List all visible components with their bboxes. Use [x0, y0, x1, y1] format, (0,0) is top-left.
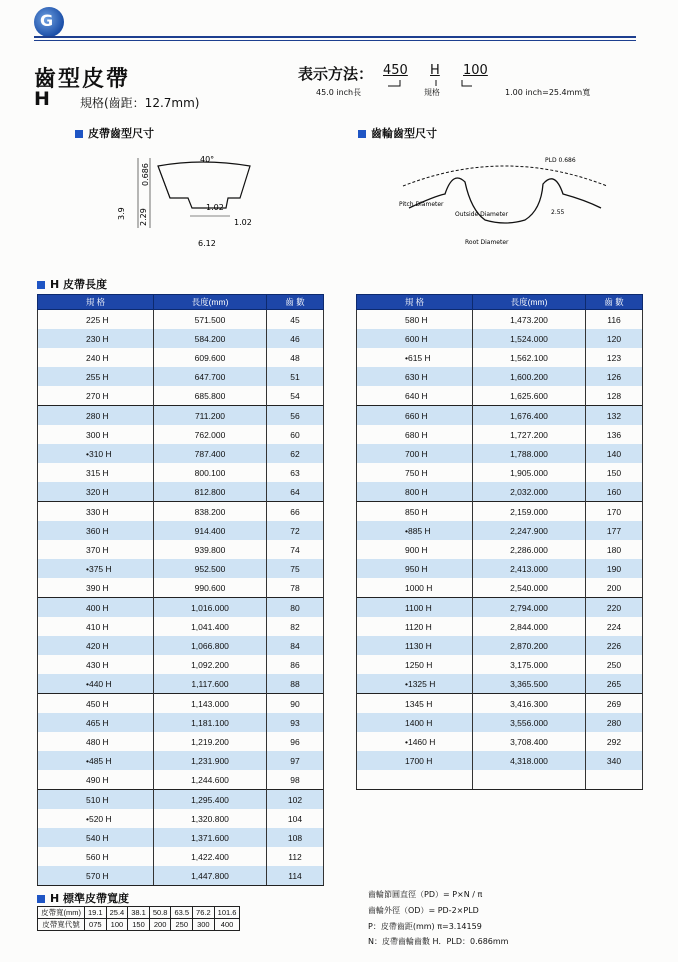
cell-length: 1,066.800 [154, 636, 267, 655]
cell-teeth: 160 [586, 482, 643, 502]
notation-arrows [360, 78, 510, 93]
cell-length: 1,320.800 [154, 809, 267, 828]
table-row [38, 482, 324, 502]
bullet-square-icon [358, 130, 366, 138]
cell-teeth: 250 [586, 655, 643, 674]
table-row [357, 694, 643, 714]
cell-teeth: 60 [267, 425, 324, 444]
cell-spec: 1000 H [357, 578, 473, 598]
cell-length: 2,794.000 [473, 598, 586, 618]
cell-length: 990.600 [154, 578, 267, 598]
cell-teeth: 93 [267, 713, 324, 732]
header-rule-thin [34, 40, 636, 41]
col-teeth: 齒 數 [586, 295, 643, 310]
table-row [38, 617, 324, 636]
header-rule [34, 36, 636, 38]
cell-spec: 360 H [38, 521, 154, 540]
spec-label: 規格(齒距：12.7mm) [80, 96, 200, 110]
table-row [38, 636, 324, 655]
table-row [357, 636, 643, 655]
table-row [357, 425, 643, 444]
cell-spec: •310 H [38, 444, 154, 463]
cell-length: 1,143.000 [154, 694, 267, 714]
bullet-square-icon [37, 281, 45, 289]
cell-length: 2,032.000 [473, 482, 586, 502]
cell-spec: •1325 H [357, 674, 473, 694]
table-row [357, 598, 643, 618]
cell-spec: 225 H [38, 310, 154, 330]
cell-teeth: 280 [586, 713, 643, 732]
cell-length: 3,416.300 [473, 694, 586, 714]
cell-teeth: 102 [267, 790, 324, 810]
cell-spec: 280 H [38, 406, 154, 426]
table-row [357, 444, 643, 463]
table-row [357, 348, 643, 367]
cell-teeth: 136 [586, 425, 643, 444]
table-row [38, 809, 324, 828]
pitch-diameter-label: Pitch Diameter [399, 201, 444, 208]
cell-teeth: 269 [586, 694, 643, 714]
cell-length: 2,286.000 [473, 540, 586, 559]
cell-teeth: 48 [267, 348, 324, 367]
cell-length: 4,318.000 [473, 751, 586, 770]
cell-length: 838.200 [154, 502, 267, 522]
dim-39: 3.9 [117, 207, 126, 220]
cell-spec: •520 H [38, 809, 154, 828]
cell-spec: 1700 H [357, 751, 473, 770]
cell-length: 952.500 [154, 559, 267, 578]
cell-length: 2,247.900 [473, 521, 586, 540]
cell-spec: 420 H [38, 636, 154, 655]
width-row-code [38, 919, 240, 931]
cell-teeth: 98 [267, 770, 324, 790]
cell-length: 1,788.000 [473, 444, 586, 463]
cell-length [473, 770, 586, 790]
table-row [357, 559, 643, 578]
cell-teeth [586, 770, 643, 790]
notation-length-note: 45.0 inch長 [316, 88, 362, 97]
formula-n: N：皮帶齒輪齒數 H．PLD：0.686mm [368, 937, 509, 946]
table-row [38, 502, 324, 522]
width-cell: 100 [106, 919, 128, 931]
width-cell: 300 [193, 919, 215, 931]
cell-spec: 255 H [38, 367, 154, 386]
belt-length-table-right [356, 294, 643, 790]
table-row [357, 406, 643, 426]
cell-length: 571.500 [154, 310, 267, 330]
cell-teeth: 108 [267, 828, 324, 847]
table-row [38, 694, 324, 714]
width-cell: 150 [128, 919, 150, 931]
table-row [38, 732, 324, 751]
cell-length: 1,181.100 [154, 713, 267, 732]
cell-teeth: 224 [586, 617, 643, 636]
pulley-profile-diagram [395, 150, 615, 250]
cell-teeth: 96 [267, 732, 324, 751]
cell-teeth: 64 [267, 482, 324, 502]
table-row [357, 329, 643, 348]
cell-spec: 240 H [38, 348, 154, 367]
belt-length-table-left [37, 294, 324, 886]
width-cell: 400 [214, 919, 240, 931]
cell-length: 584.200 [154, 329, 267, 348]
cell-teeth: 51 [267, 367, 324, 386]
cell-length: 939.800 [154, 540, 267, 559]
cell-length: 2,413.000 [473, 559, 586, 578]
cell-length: 1,524.000 [473, 329, 586, 348]
cell-length: 1,600.200 [473, 367, 586, 386]
cell-teeth: 170 [586, 502, 643, 522]
table-row [38, 386, 324, 406]
cell-length: 800.100 [154, 463, 267, 482]
width-cell: 19.1 [85, 907, 107, 919]
cell-teeth: 180 [586, 540, 643, 559]
cell-teeth: 265 [586, 674, 643, 694]
table-row [357, 617, 643, 636]
cell-spec: 900 H [357, 540, 473, 559]
cell-spec: •485 H [38, 751, 154, 770]
cell-length: 787.400 [154, 444, 267, 463]
cell-teeth: 112 [267, 847, 324, 866]
cell-length: 1,041.400 [154, 617, 267, 636]
cell-spec: 630 H [357, 367, 473, 386]
table-row [38, 559, 324, 578]
cell-length: 3,175.000 [473, 655, 586, 674]
formula-od: 齒輪外徑（OD）= PD-2×PLD [368, 906, 479, 915]
cell-length: 1,016.000 [154, 598, 267, 618]
cell-spec: 430 H [38, 655, 154, 674]
cell-teeth: 132 [586, 406, 643, 426]
cell-spec: 330 H [38, 502, 154, 522]
table-row [357, 674, 643, 694]
table-row [357, 386, 643, 406]
cell-length: 1,231.900 [154, 751, 267, 770]
series-label: H [34, 88, 50, 110]
width-cell: 50.8 [149, 907, 171, 919]
col-spec: 規 格 [357, 295, 473, 310]
cell-teeth: 56 [267, 406, 324, 426]
cell-teeth: 45 [267, 310, 324, 330]
cell-length: 3,556.000 [473, 713, 586, 732]
cell-spec: 480 H [38, 732, 154, 751]
cell-length: 1,727.200 [473, 425, 586, 444]
width-cell: 38.1 [128, 907, 150, 919]
table-row [38, 310, 324, 330]
cell-teeth: 150 [586, 463, 643, 482]
table-row [38, 578, 324, 598]
cell-spec: 950 H [357, 559, 473, 578]
cell-teeth: 46 [267, 329, 324, 348]
table-row [38, 348, 324, 367]
dim-tooth-1: 1.02 [206, 203, 224, 212]
table-row [38, 655, 324, 674]
pld-label: PLD 0.686 [545, 157, 576, 164]
dim-0686: 0.686 [141, 163, 150, 186]
col-teeth: 齒 數 [267, 295, 324, 310]
cell-teeth: 190 [586, 559, 643, 578]
table-row [38, 521, 324, 540]
cell-length: 2,844.000 [473, 617, 586, 636]
cell-teeth: 75 [267, 559, 324, 578]
cell-length: 647.700 [154, 367, 267, 386]
cell-length: 1,562.100 [473, 348, 586, 367]
cell-teeth: 226 [586, 636, 643, 655]
company-logo: G [34, 7, 64, 37]
cell-spec: 315 H [38, 463, 154, 482]
table-row [38, 463, 324, 482]
cell-teeth: 80 [267, 598, 324, 618]
cell-spec: 700 H [357, 444, 473, 463]
table-row [38, 674, 324, 694]
cell-spec: 680 H [357, 425, 473, 444]
cell-teeth: 86 [267, 655, 324, 674]
belt-profile-diagram [110, 148, 280, 258]
cell-spec: •885 H [357, 521, 473, 540]
table-row [357, 482, 643, 502]
dim-angle: 40° [200, 155, 215, 164]
table-row [38, 329, 324, 348]
cell-teeth: 116 [586, 310, 643, 330]
cell-teeth: 72 [267, 521, 324, 540]
cell-spec: 390 H [38, 578, 154, 598]
cell-length: 2,870.200 [473, 636, 586, 655]
cell-length: 1,371.600 [154, 828, 267, 847]
width-cell: 63.5 [171, 907, 193, 919]
cell-spec: 540 H [38, 828, 154, 847]
width-cell: 76.2 [193, 907, 215, 919]
notation-type: H [430, 63, 440, 78]
root-diameter-label: Root Diameter [465, 239, 509, 246]
width-cell: 250 [171, 919, 193, 931]
table-row [357, 578, 643, 598]
cell-spec: 230 H [38, 329, 154, 348]
belt-profile-heading: 皮帶齒型尺寸 [75, 125, 154, 141]
cell-length: 812.800 [154, 482, 267, 502]
cell-spec: 850 H [357, 502, 473, 522]
cell-spec: 800 H [357, 482, 473, 502]
col-spec: 規 格 [38, 295, 154, 310]
table-row [357, 751, 643, 770]
table-row [38, 540, 324, 559]
std-width-heading: H 標準皮帶寬度 [37, 890, 129, 906]
table-row [357, 463, 643, 482]
cell-teeth: 114 [267, 866, 324, 886]
table-row [38, 406, 324, 426]
cell-teeth: 78 [267, 578, 324, 598]
bullet-square-icon [37, 895, 45, 903]
notation-width-note: 1.00 inch=25.4mm寬 [505, 88, 591, 97]
width-cell: 200 [149, 919, 171, 931]
cell-spec: •375 H [38, 559, 154, 578]
cell-teeth: 104 [267, 809, 324, 828]
cell-spec: 600 H [357, 329, 473, 348]
cell-length: 711.200 [154, 406, 267, 426]
cell-spec: 300 H [38, 425, 154, 444]
cell-length: 2,540.000 [473, 578, 586, 598]
table-row [357, 367, 643, 386]
table-row [38, 828, 324, 847]
dim-tooth-2: 1.02 [234, 218, 252, 227]
width-row-label: 皮帶寬(mm) [38, 907, 85, 919]
table-row [357, 521, 643, 540]
cell-spec: 1100 H [357, 598, 473, 618]
cell-length: 1,422.400 [154, 847, 267, 866]
notation-width: 100 [463, 63, 488, 78]
table-row [357, 540, 643, 559]
cell-spec: •440 H [38, 674, 154, 694]
table-row [38, 790, 324, 810]
cell-teeth: 120 [586, 329, 643, 348]
cell-teeth: 90 [267, 694, 324, 714]
formula-p: P：皮帶齒距(mm) π=3.14159 [368, 922, 482, 931]
col-length: 長度(mm) [473, 295, 586, 310]
cell-teeth: 123 [586, 348, 643, 367]
cell-length: 685.800 [154, 386, 267, 406]
cell-length: 1,447.800 [154, 866, 267, 886]
cell-teeth: 126 [586, 367, 643, 386]
table-row [38, 770, 324, 790]
cell-length: 1,117.600 [154, 674, 267, 694]
table-row [38, 598, 324, 618]
cell-length: 1,676.400 [473, 406, 586, 426]
formula-pd: 齒輪節圓直徑（PD）= P×N / π [368, 890, 483, 899]
table-row [38, 367, 324, 386]
dim-229: 2.29 [139, 208, 148, 226]
cell-teeth: 128 [586, 386, 643, 406]
cell-teeth: 62 [267, 444, 324, 463]
cell-length: 2,159.000 [473, 502, 586, 522]
cell-teeth: 63 [267, 463, 324, 482]
page-title: 齒型皮帶 [34, 67, 131, 92]
tooth-depth-label: 2.55 [551, 209, 565, 216]
cell-teeth: 292 [586, 732, 643, 751]
cell-length: 1,625.600 [473, 386, 586, 406]
notation-type-note: 規格 [424, 88, 440, 97]
cell-length: 1,219.200 [154, 732, 267, 751]
bullet-square-icon [75, 130, 83, 138]
cell-teeth: 88 [267, 674, 324, 694]
cell-spec: 560 H [38, 847, 154, 866]
notation-length: 450 [383, 63, 408, 78]
notation-label: 表示方法： [298, 65, 374, 83]
cell-length: 3,708.400 [473, 732, 586, 751]
cell-teeth: 200 [586, 578, 643, 598]
cell-length: 762.000 [154, 425, 267, 444]
width-cell: 075 [85, 919, 107, 931]
cell-length: 3,365.500 [473, 674, 586, 694]
cell-teeth: 84 [267, 636, 324, 655]
cell-spec: 320 H [38, 482, 154, 502]
table-row [38, 751, 324, 770]
cell-spec: •1460 H [357, 732, 473, 751]
table-row [38, 425, 324, 444]
cell-spec: 750 H [357, 463, 473, 482]
table-row [38, 866, 324, 886]
cell-spec: 1250 H [357, 655, 473, 674]
table-row [357, 655, 643, 674]
cell-length: 1,295.400 [154, 790, 267, 810]
cell-teeth: 220 [586, 598, 643, 618]
cell-spec: •615 H [357, 348, 473, 367]
cell-length: 609.600 [154, 348, 267, 367]
dim-pitch: 6.12 [198, 239, 216, 248]
table-row [38, 444, 324, 463]
cell-spec: 1130 H [357, 636, 473, 655]
width-cell: 25.4 [106, 907, 128, 919]
cell-spec: 400 H [38, 598, 154, 618]
cell-spec: 410 H [38, 617, 154, 636]
cell-teeth: 54 [267, 386, 324, 406]
table-row [357, 713, 643, 732]
belt-length-heading: H 皮帶長度 [37, 276, 107, 292]
table-row [38, 713, 324, 732]
cell-teeth: 74 [267, 540, 324, 559]
pulley-profile-heading: 齒輪齒型尺寸 [358, 125, 437, 141]
cell-spec: 450 H [38, 694, 154, 714]
cell-spec: 640 H [357, 386, 473, 406]
cell-spec: 1345 H [357, 694, 473, 714]
cell-spec: 1120 H [357, 617, 473, 636]
table-row [38, 847, 324, 866]
cell-spec: 490 H [38, 770, 154, 790]
cell-spec: 1400 H [357, 713, 473, 732]
cell-teeth: 97 [267, 751, 324, 770]
cell-spec: 580 H [357, 310, 473, 330]
table-row [357, 732, 643, 751]
cell-teeth: 140 [586, 444, 643, 463]
cell-teeth: 82 [267, 617, 324, 636]
cell-spec: 660 H [357, 406, 473, 426]
table-row [357, 310, 643, 330]
cell-spec: 570 H [38, 866, 154, 886]
cell-length: 1,905.000 [473, 463, 586, 482]
table-row [357, 770, 643, 790]
col-length: 長度(mm) [154, 295, 267, 310]
cell-teeth: 340 [586, 751, 643, 770]
table-row [357, 502, 643, 522]
width-row-label: 皮帶寬代號 [38, 919, 85, 931]
cell-teeth: 66 [267, 502, 324, 522]
width-table [37, 906, 240, 931]
cell-length: 1,244.600 [154, 770, 267, 790]
outside-diameter-label: Outside Diameter [455, 211, 509, 218]
width-row-mm [38, 907, 240, 919]
cell-length: 914.400 [154, 521, 267, 540]
cell-length: 1,092.200 [154, 655, 267, 674]
cell-length: 1,473.200 [473, 310, 586, 330]
cell-spec: 465 H [38, 713, 154, 732]
width-cell: 101.6 [214, 907, 240, 919]
cell-spec: 510 H [38, 790, 154, 810]
cell-spec: 270 H [38, 386, 154, 406]
cell-teeth: 177 [586, 521, 643, 540]
cell-spec [357, 770, 473, 790]
cell-spec: 370 H [38, 540, 154, 559]
